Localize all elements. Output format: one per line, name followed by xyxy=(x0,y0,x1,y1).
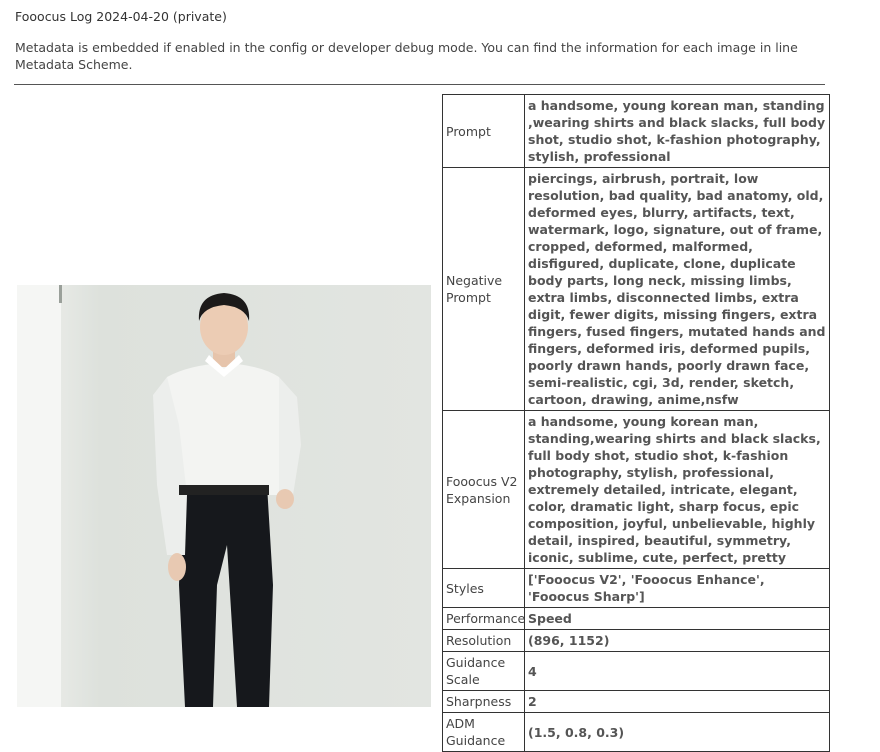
metadata-value: (896, 1152) xyxy=(525,630,830,652)
metadata-value: 4 xyxy=(525,652,830,691)
metadata-value: Speed xyxy=(525,608,830,630)
table-row xyxy=(443,569,830,608)
generated-image[interactable] xyxy=(17,285,431,707)
metadata-value: a handsome, young korean man, standing,wearing shirts and black slacks, full body shot, studio shot, k-fashion photography, stylish, professional, extremely detailed, intricate, elegant, color, dramatic light, sharp focus, epic composition, joyful, unbelievable, highly detail, inspired, beautiful, symmetry, iconic, sublime, cute, perfect, pretty xyxy=(525,411,830,569)
metadata-key: Prompt xyxy=(443,95,525,168)
page-description: Metadata is embedded if enabled in the config or developer debug mode. You can find the information for each image in line Metadata Scheme. xyxy=(15,40,798,72)
table-row xyxy=(443,608,830,630)
metadata-key: Resolution xyxy=(443,630,525,652)
metadata-key: Sharpness xyxy=(443,691,525,713)
metadata-key: Styles xyxy=(443,569,525,608)
metadata-key: Negative Prompt xyxy=(443,168,525,411)
metadata-key: ADM Guidance xyxy=(443,713,525,752)
table-row xyxy=(443,652,830,691)
metadata-value: ['Fooocus V2', 'Fooocus Enhance', 'Fooocus Sharp'] xyxy=(525,569,830,608)
divider xyxy=(14,84,825,85)
table-row xyxy=(443,691,830,713)
metadata-value: a handsome, young korean man, standing ,wearing shirts and black slacks, full body shot, studio shot, k-fashion photography, stylish, professional xyxy=(525,95,830,168)
metadata-key: Performance xyxy=(443,608,525,630)
table-row xyxy=(443,168,830,411)
metadata-value: piercings, airbrush, portrait, low resolution, bad quality, bad anatomy, old, deformed eyes, blurry, artifacts, text, watermark, logo, signature, out of frame, cropped, deformed, malformed, disfigured, duplicate, clone, duplicate body parts, long neck, missing limbs, extra limbs, disconnected limbs, extra digit, fewer digits, missing fingers, extra fingers, fused fingers, mutated hands and fingers, deformed iris, deformed pupils, poorly drawn hands, poorly drawn face, semi-realistic, cgi, 3d, render, sketch, cartoon, drawing, anime,nsfw xyxy=(525,168,830,411)
table-row xyxy=(443,630,830,652)
metadata-value: (1.5, 0.8, 0.3) xyxy=(525,713,830,752)
table-row xyxy=(443,95,830,168)
metadata-key: Fooocus V2 Expansion xyxy=(443,411,525,569)
metadata-key: Guidance Scale xyxy=(443,652,525,691)
metadata-value: 2 xyxy=(525,691,830,713)
page-title: Fooocus Log 2024-04-20 (private) xyxy=(15,9,227,24)
table-row xyxy=(443,411,830,569)
metadata-table xyxy=(442,94,830,752)
table-row xyxy=(443,713,830,752)
